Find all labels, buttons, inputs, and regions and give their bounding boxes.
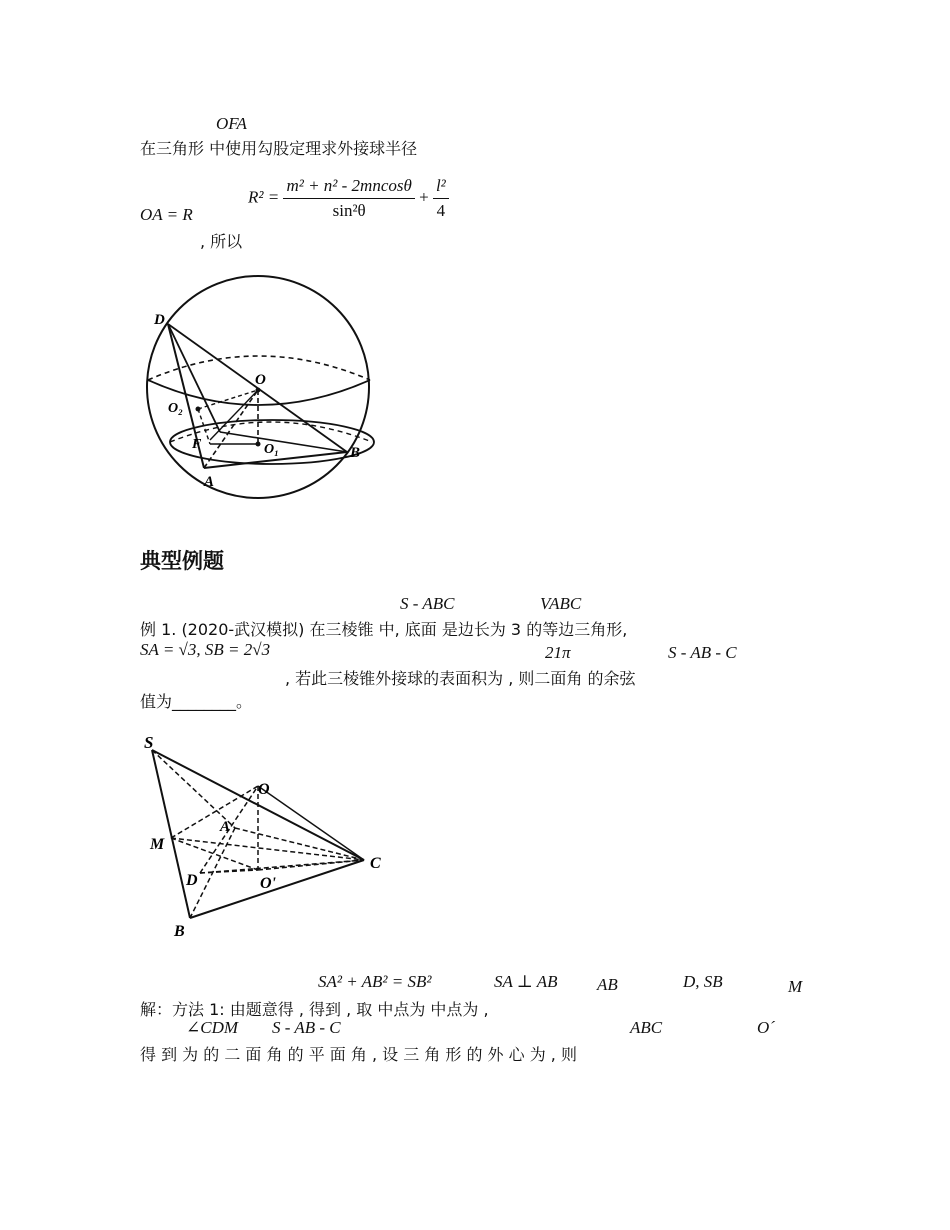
formula-fraction-2	[433, 176, 449, 221]
label-b: B	[350, 445, 361, 461]
label-o2: O₂	[168, 401, 183, 416]
solution-line-1: 解：方法 1: 由题意得 , 得到 , 取 中点为 中点为 ,	[140, 1000, 489, 1019]
label-o: O	[258, 781, 270, 798]
formula-numerator: m² + n² - 2mncosθ	[283, 176, 414, 199]
solution-line-2: 得 到 为 的 二 面 角 的 平 面 角 , 设 三 角 形 的 外 心 为 , 则	[140, 1045, 577, 1064]
example-line-3: 值为________。	[140, 692, 253, 711]
formula-numerator-2: l²	[433, 176, 449, 199]
label-o1: O₁	[264, 442, 279, 457]
math-sa-perp-ab: SA ⊥ AB	[494, 972, 558, 991]
math-ab: AB	[597, 975, 618, 994]
label-s: S	[144, 733, 154, 752]
example-line-1: 例 1. (2020-武汉模拟) 在三棱锥 中, 底面 是边长为 3 的等边三角形,	[140, 620, 628, 639]
math-oa-r: OA = R	[140, 205, 193, 224]
section-title: 典型例题	[140, 549, 224, 573]
math-abc: ABC	[630, 1018, 663, 1037]
math-21pi: 21π	[545, 643, 571, 662]
label-d: D	[186, 872, 198, 889]
math-d-sb: D, SB	[683, 972, 723, 991]
sphere-figure	[140, 272, 380, 502]
formula-denominator-2: 4	[436, 201, 446, 220]
formula-plus: +	[419, 187, 429, 207]
label-b: B	[174, 923, 185, 940]
label-c: C	[370, 855, 381, 872]
formula-fraction-1	[283, 176, 414, 221]
math-m: M	[788, 977, 803, 996]
math-sa-sb: SA = √3, SB = 2√3	[140, 640, 271, 659]
math-ofa: OFA	[216, 114, 247, 133]
text-line-1: 在三角形 中使用勾股定理求外接球半径	[140, 139, 418, 158]
formula-lhs: R² =	[248, 187, 280, 207]
label-m: M	[150, 836, 165, 853]
math-s-abc: S - ABC	[400, 594, 455, 613]
label-a: A	[204, 474, 215, 490]
formula-denominator: sin²θ	[332, 201, 366, 220]
math-s-ab-c: S - AB - C	[668, 643, 737, 662]
math-o-prime: O´	[757, 1018, 775, 1037]
label-o-prime: O'	[260, 875, 276, 892]
tetrahedron-figure	[140, 728, 400, 948]
text-line-2: , 所以	[200, 232, 243, 251]
label-o: O	[255, 372, 266, 388]
formula-radius	[248, 176, 449, 221]
label-f: F	[192, 437, 202, 452]
example-line-2: , 若此三棱锥外接球的表面积为 , 则二面角 的余弦	[285, 669, 636, 688]
label-d: D	[154, 312, 165, 328]
math-angle-cdm: ∠CDM	[186, 1018, 239, 1037]
math-v-abc: VABC	[540, 594, 582, 613]
math-sa2-ab2-sb2: SA² + AB² = SB²	[318, 972, 432, 991]
label-a: A	[220, 819, 231, 835]
math-s-ab-c-2: S - AB - C	[272, 1018, 341, 1037]
